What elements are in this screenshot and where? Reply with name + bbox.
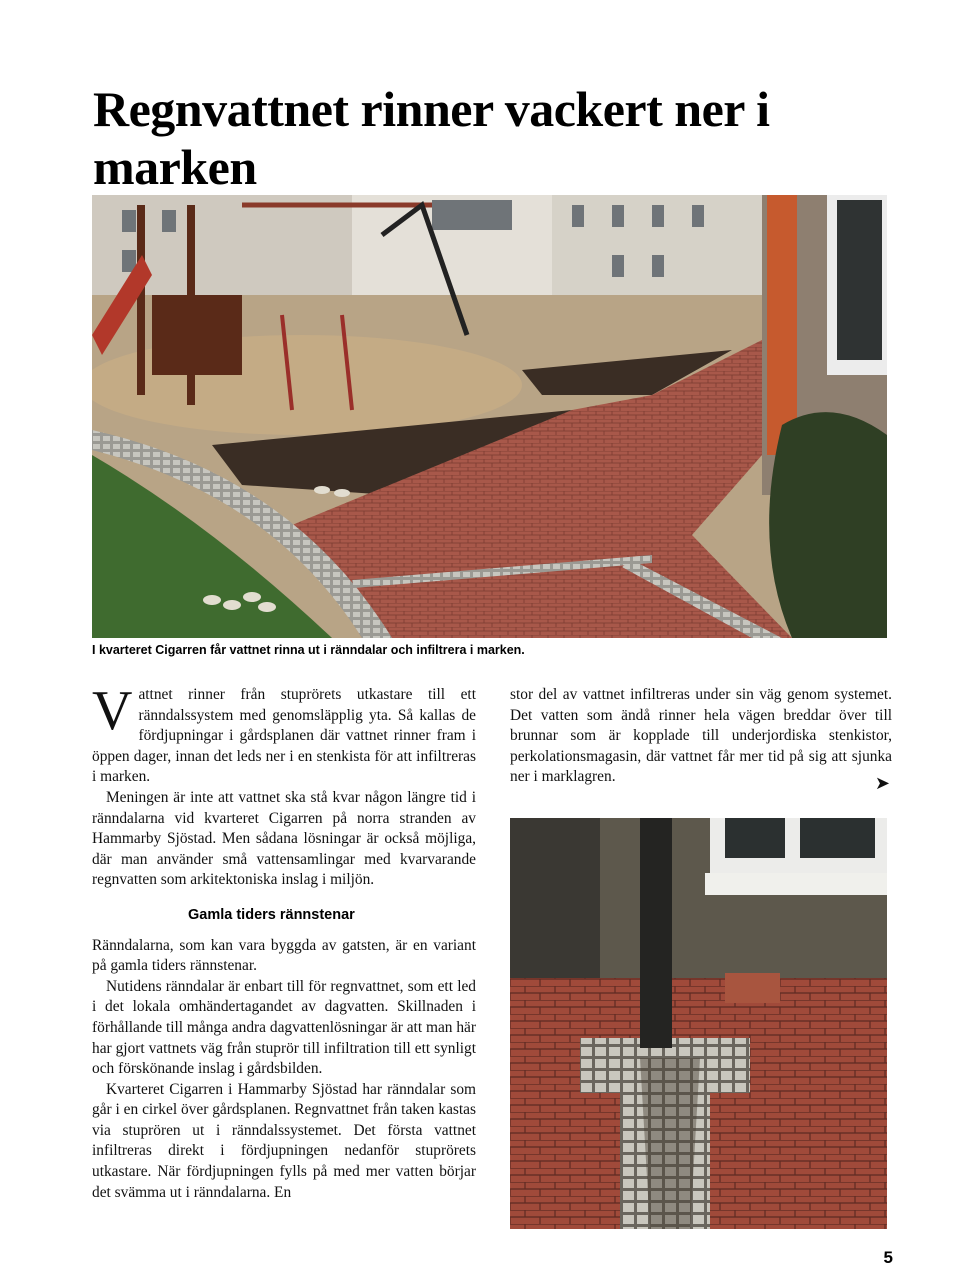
paragraph: Kvarteret Cigarren i Hammarby Sjöstad har ränndalar som går i en cirkel över gårdsplanen. Regnvattnet från taken kastas via stuprören ut i ränndalssystemet. Det första vattnet infiltreras direkt i fördjupningen nedanför stuprörets utkastare. När fördjupningen fylls på med mer vatten börjar det svämma ut i ränndalarna. En: [92, 1080, 476, 1201]
paragraph: Meningen är inte att vattnet ska stå kvar någon längre tid i ränndalarna vid kvarteret Cigarren på norra stranden av Hammarby Sjöstad. Men sådana lösningar är också möjliga, där man använder små vattensamlingar med kvarvarande regnvatten som arkitektoniska inslag i miljön.: [92, 788, 476, 889]
continue-arrow-icon: ➤: [874, 772, 890, 793]
drop-cap: V: [92, 680, 133, 742]
photo-caption: I kvarteret Cigarren får vattnet rinna ut i ränndalar och infiltrera i marken.: [92, 643, 525, 657]
paragraph: Nutidens ränndalar är enbart till för regnvattnet, som ett led i det lokala omhändertagandet av dagvatten. Skillnaden i förhållande till många andra dagvattenlösningar är att man här har gjort vattnets väg från stuprör till infiltration till ett synligt och förskönande inslag i gårdsbilden.: [92, 977, 476, 1078]
downspout-photo: [510, 818, 887, 1229]
subheading: Gamla tiders rännstenar: [188, 906, 355, 923]
page-number: 5: [883, 1248, 893, 1267]
paragraph: Ränndalarna, som kan vara byggda av gatsten, är en variant på gamla tiders rännstenar.: [92, 936, 476, 975]
courtyard-photo: [92, 195, 887, 638]
right-column: [510, 685, 892, 792]
article-title: Regnvattnet rinner vackert ner i marken: [93, 80, 770, 195]
intro-paragraph: Vattnet rinner från stuprörets utkastare till ett ränndalssystem med genomsläpplig yta. Så kallas de fördjupningar i gårdsplanen där vattnet rinner fram i öppen dager, innan det leds ner i en stenkista för att infiltreras i marken.: [92, 680, 476, 786]
paragraph: stor del av vattnet infiltreras under sin väg genom systemet. Det vatten som ändå rinner hela vägen breddar över till brunnar som är kopplade till underjordiska stenkistor, perkolationsmagasin, där vattnet får mer tid på sig att sjunka ner i marklagren.: [510, 686, 892, 786]
left-column: [92, 680, 476, 1203]
